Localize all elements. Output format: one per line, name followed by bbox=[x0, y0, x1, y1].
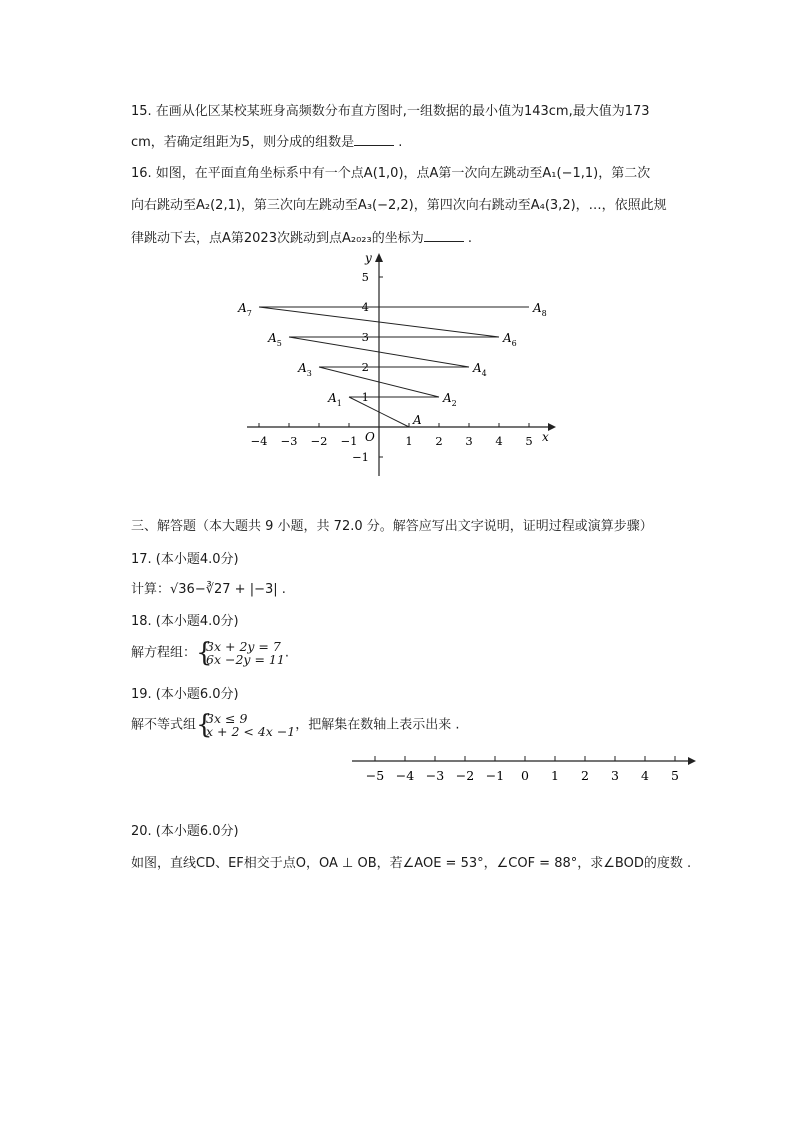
point-label-A4: $A_4$ bbox=[473, 361, 487, 378]
q16-line1: 16. 如图，在平面直角坐标系中有一个点A(1,0)，点A第一次向左跳动至A₁(−1,1)，第二次 bbox=[131, 166, 651, 181]
q15-line2-end: . bbox=[394, 135, 403, 150]
point-label-A7: $A_7$ bbox=[238, 301, 252, 318]
number-line-tick-label: −2 bbox=[455, 768, 475, 783]
q16-line2: 向右跳动至A₂(2,1)，第三次向左跳动至A₃(−2,2)，第四次向右跳动至A₄(3,2)，…，依照此规 bbox=[131, 198, 667, 213]
q16-line3-end: . bbox=[463, 231, 472, 246]
number-line-tick-label: 2 bbox=[581, 768, 589, 783]
x-tick-label: −4 bbox=[250, 434, 268, 448]
q19-ineq2: x + 2 < 4x −1 bbox=[206, 724, 296, 739]
x-axis-label: x bbox=[542, 430, 549, 444]
x-tick-label: −3 bbox=[280, 434, 298, 448]
q19-ineq1: 3x ≤ 9 bbox=[206, 711, 248, 726]
x-tick-label: −1 bbox=[340, 434, 358, 448]
x-axis-arrow-icon bbox=[548, 423, 556, 431]
point-label-A6: $A_6$ bbox=[503, 331, 517, 348]
q18-body bbox=[131, 640, 289, 666]
number-line-tick-label: 3 bbox=[611, 768, 619, 783]
number-line-tick-label: −1 bbox=[485, 768, 505, 783]
q16-answer-blank bbox=[424, 229, 464, 242]
point-label-A: A bbox=[413, 413, 422, 427]
section3-title: 三、解答题（本大题共 9 小题，共 72.0 分。解答应写出文字说明，证明过程或演算步骤） bbox=[131, 519, 653, 534]
x-tick-label: 5 bbox=[525, 434, 533, 448]
x-tick-label: 2 bbox=[435, 434, 443, 448]
q19-number-line bbox=[350, 748, 700, 788]
q18-suffix: . bbox=[284, 645, 289, 661]
number-line-tick-label: −3 bbox=[425, 768, 445, 783]
q15-line2-text: cm，若确定组距为5，则分成的组数是 bbox=[131, 135, 355, 150]
x-tick-label: 3 bbox=[465, 434, 473, 448]
x-tick-label: 1 bbox=[405, 434, 413, 448]
y-tick-label: 4 bbox=[361, 300, 369, 314]
y-axis-label: y bbox=[365, 251, 372, 265]
q18-eq1: 3x + 2y = 7 bbox=[206, 639, 281, 654]
q18-header: 18. (本小题4.0分) bbox=[131, 614, 239, 629]
number-line-arrow-icon bbox=[688, 757, 696, 765]
q19-header: 19. (本小题6.0分) bbox=[131, 687, 239, 702]
point-label-A8: $A_8$ bbox=[533, 301, 547, 318]
point-label-A1: $A_1$ bbox=[328, 391, 342, 408]
y-tick-label: −1 bbox=[352, 450, 369, 464]
q19-suffix: ，把解集在数轴上表示出来 . bbox=[295, 717, 460, 733]
q17-body: 计算：√36−∛27 + |−3| . bbox=[131, 582, 286, 597]
q19-inequality-system bbox=[196, 712, 295, 738]
q15-line1: 15. 在画从化区某校某班身高频数分布直方图时,一组数据的最小值为143cm,最大值为173 bbox=[131, 104, 650, 119]
x-tick-label: 4 bbox=[495, 434, 503, 448]
q16-line3-text: 律跳动下去，点A第2023次跳动到点A₂₀₂₃的坐标为 bbox=[131, 231, 424, 246]
number-line-tick-label: 4 bbox=[641, 768, 649, 783]
q20-header: 20. (本小题6.0分) bbox=[131, 824, 239, 839]
q16-line3 bbox=[131, 229, 472, 248]
point-label-A3: $A_3$ bbox=[298, 361, 312, 378]
q17-header: 17. (本小题4.0分) bbox=[131, 552, 239, 567]
origin-label: O bbox=[365, 430, 375, 444]
y-tick-label: 3 bbox=[361, 330, 369, 344]
x-tick-label: −2 bbox=[310, 434, 328, 448]
q18-prefix: 解方程组： bbox=[131, 645, 197, 661]
number-line-tick-label: 5 bbox=[671, 768, 679, 783]
y-axis-arrow-icon bbox=[375, 253, 383, 262]
q19-body bbox=[131, 712, 460, 738]
point-label-A2: $A_2$ bbox=[443, 391, 457, 408]
q15-line2 bbox=[131, 133, 402, 152]
number-line-tick-label: −5 bbox=[365, 768, 385, 783]
y-tick-label: 2 bbox=[361, 360, 369, 374]
q19-prefix: 解不等式组 bbox=[131, 717, 197, 733]
number-line-tick-label: 0 bbox=[521, 768, 529, 783]
point-label-A5: $A_5$ bbox=[268, 331, 282, 348]
q18-eq2: 6x −2y = 11 bbox=[206, 652, 285, 667]
q16-coordinate-plot bbox=[230, 248, 570, 483]
y-tick-label: 1 bbox=[361, 390, 369, 404]
y-tick-label: 5 bbox=[361, 270, 369, 284]
brace-icon: { bbox=[196, 638, 213, 668]
brace-icon: { bbox=[196, 710, 213, 740]
q20-body: 如图，直线CD、EF相交于点O，OA ⊥ OB，若∠AOE = 53°，∠COF = 88°，求∠BOD的度数 . bbox=[131, 856, 692, 871]
number-line-tick-label: −4 bbox=[395, 768, 415, 783]
q18-equation-system bbox=[196, 640, 285, 666]
q15-answer-blank bbox=[354, 133, 394, 146]
number-line-tick-label: 1 bbox=[551, 768, 559, 783]
